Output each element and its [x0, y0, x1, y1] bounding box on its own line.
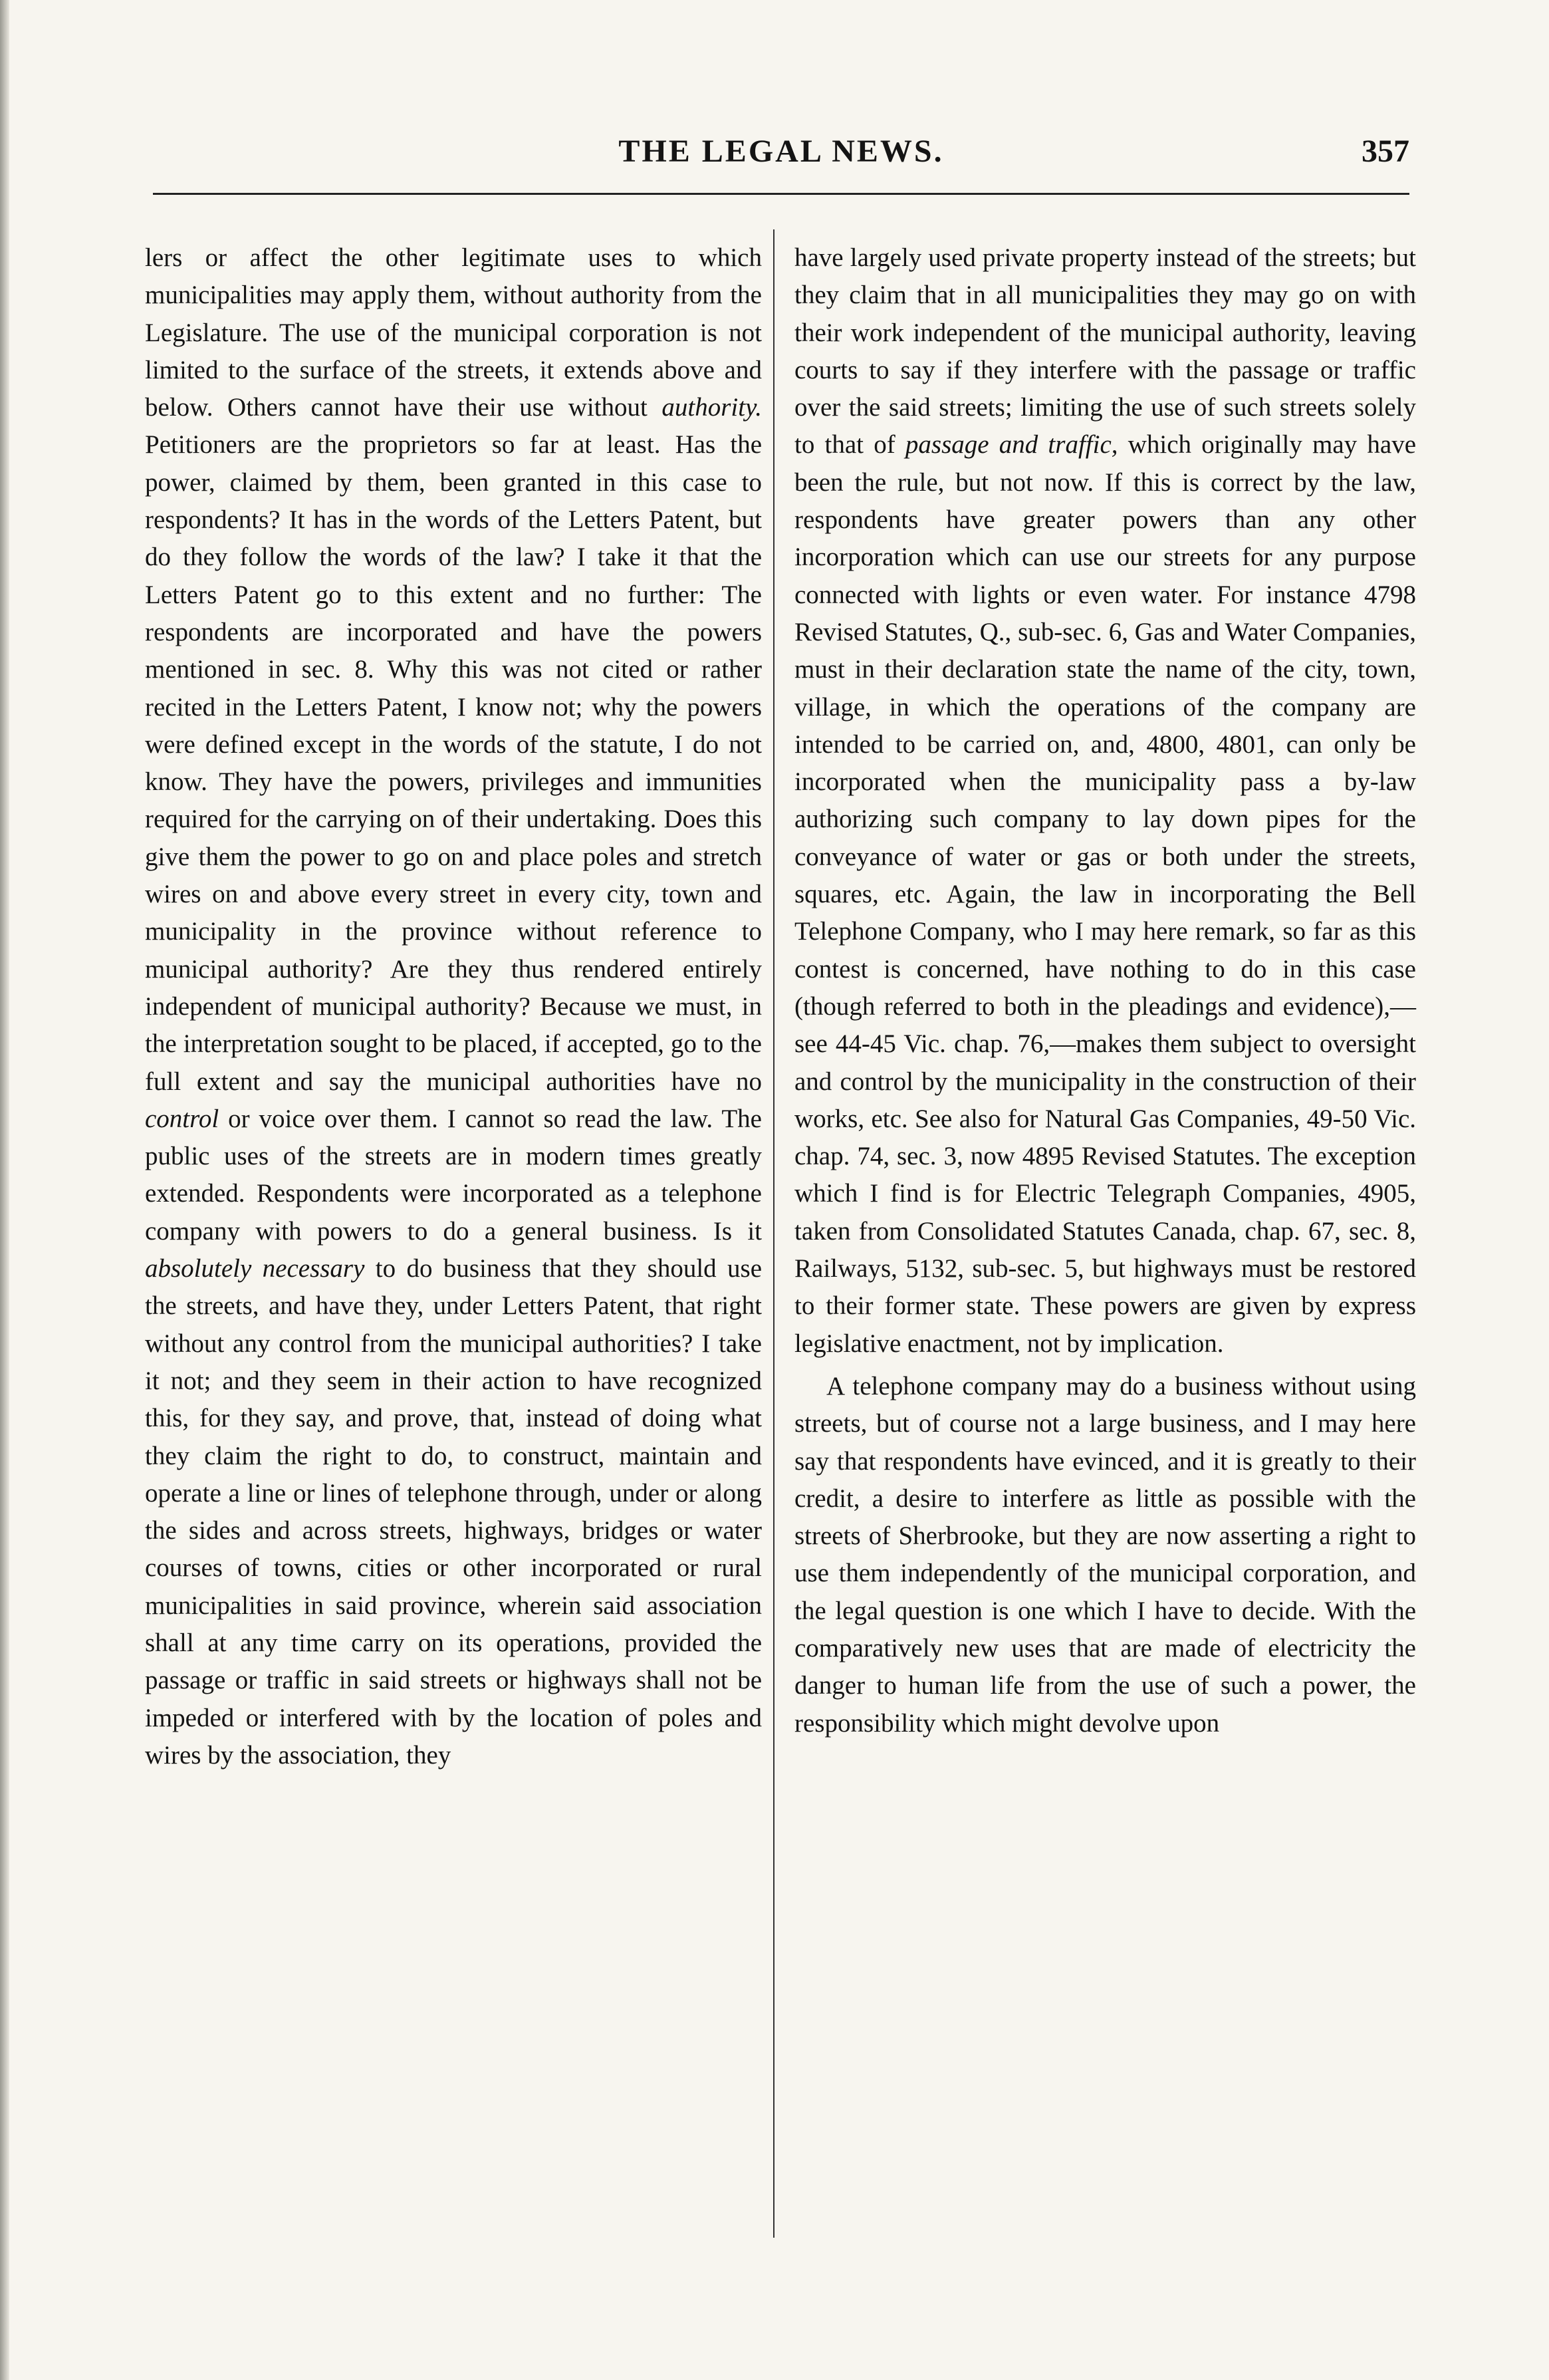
italic-text: control	[145, 1104, 219, 1133]
column-divider	[773, 229, 774, 2238]
italic-text: authority.	[661, 393, 762, 422]
text-run: which originally may have been the rule, but not now. If this is correct by the law, respondents have greater powers than any other incorporation which can use our streets for any purpose connected with lights or even water. For instance 4798 Revised Statutes, Q., sub-sec. 6, Gas and Water Companies, must in their declaration state the name of the city, town, village, in which the operations of the company are intended to be carried on, and, 4800, 4801, can only be incorporated when the municipality pass a by-law authorizing such company to lay down pipes for the conveyance of water or gas or both under the streets, squares, etc. Again, the law in incorporating the Bell Telephone Company, who I may here remark, so far as this contest is concerned, have nothing to do in this case (though referred to both in the pleadings and evidence),—see 44-45 Vic. chap. 76,—makes them subject to oversight and control by the municipality in the construction of their works, etc. See also for Natural Gas Companies, 49-50 Vic. chap. 74, sec. 3, now 4895 Revised Statutes. The exception which I find is for Electric Telegraph Companies, 4905, taken from Consolidated Statutes Canada, chap. 67, sec. 8, Railways, 5132, sub-sec. 5, but highways must be restored to their former state. These powers are given by express legislative enactment, not by implication.	[794, 430, 1417, 1358]
left-column	[145, 239, 762, 1774]
text-run: Petitioners are the proprietors so far at least. Has the power, claimed by them, been granted in this case to respondents? It has in the words of the Letters Patent, but do they follow the words of the law? I take it that the Letters Patent go to this extent and no further: The respondents are incorporated and have the powers mentioned in sec. 8. Why this was not cited or rather recited in the Letters Patent, I know not; why the powers were defined except in the words of the statute, I do not know. They have the powers, privileges and immunities required for the carrying on of their undertaking. Does this give them the power to go on and place poles and stretch wires on and above every street in every city, town and municipality in the province without reference to municipal authority? Are they thus rendered entirely independent of municipal authority? Because we must, in the interpretation sought to be placed, if accepted, go to the full extent and say the municipal authorities have no	[145, 430, 762, 1096]
paragraph	[145, 239, 762, 1774]
text-run: lers or affect the other legitimate uses to which municipalities may apply them, without authority from the Legislature. The use of the municipal corporation is not limited to the surface of the streets, it extends above and below. Others cannot have their use without	[145, 243, 762, 422]
header-rule	[153, 193, 1409, 195]
text-run: A telephone company may do a business without using streets, but of course not a large business, and I may here say that respondents have evinced, and it is greatly to their credit, a desire to interfere as little as possible with the streets of Sherbrooke, but they are now asserting a right to use them independently of the municipal corporation, and the legal question is one which I have to decide. With the comparatively new uses that are made of electricity the danger to human life from the use of such a power, the responsibility which might devolve upon	[794, 1371, 1416, 1738]
right-column	[794, 239, 1416, 1742]
text-run: have largely used private property instead of the streets; but they claim that in all municipalities they may go on with their work independent of the municipal authority, leaving courts to say if they interfere with the passage or traffic over the said streets; limiting the use of such streets solely to that of	[794, 243, 1416, 460]
running-head	[153, 133, 1409, 180]
text-run: or voice over them. I cannot so read the law. The public uses of the streets are in modern times greatly extended. Respondents were incorporated as a telephone company with powers to do a general business. Is it	[145, 1104, 762, 1246]
paragraph	[794, 239, 1416, 1363]
italic-text: passage and traffic,	[905, 430, 1118, 460]
page-number: 357	[1362, 134, 1409, 169]
text-run: to do business that they should use the streets, and have they, under Letters Patent, that right without any control from the municipal authorities? I take it not; and they seem in their action to have recognized this, for they say, and prove, that, instead of doing what they claim the right to do, to construct, maintain and operate a line or lines of telephone through, under or along the sides and across streets, highways, bridges or water courses of towns, cities or other incorporated or rural municipalities in said province, wherein said association shall at any time carry on its operations, provided the passage or traffic in said streets or highways shall not be impeded or interfered with by the location of poles and wires by the association, they	[145, 1254, 763, 1770]
paragraph	[794, 1368, 1416, 1742]
italic-text: absolutely necessary	[145, 1254, 365, 1283]
journal-title: THE LEGAL NEWS.	[618, 134, 944, 169]
scan-edge	[0, 0, 9, 2380]
